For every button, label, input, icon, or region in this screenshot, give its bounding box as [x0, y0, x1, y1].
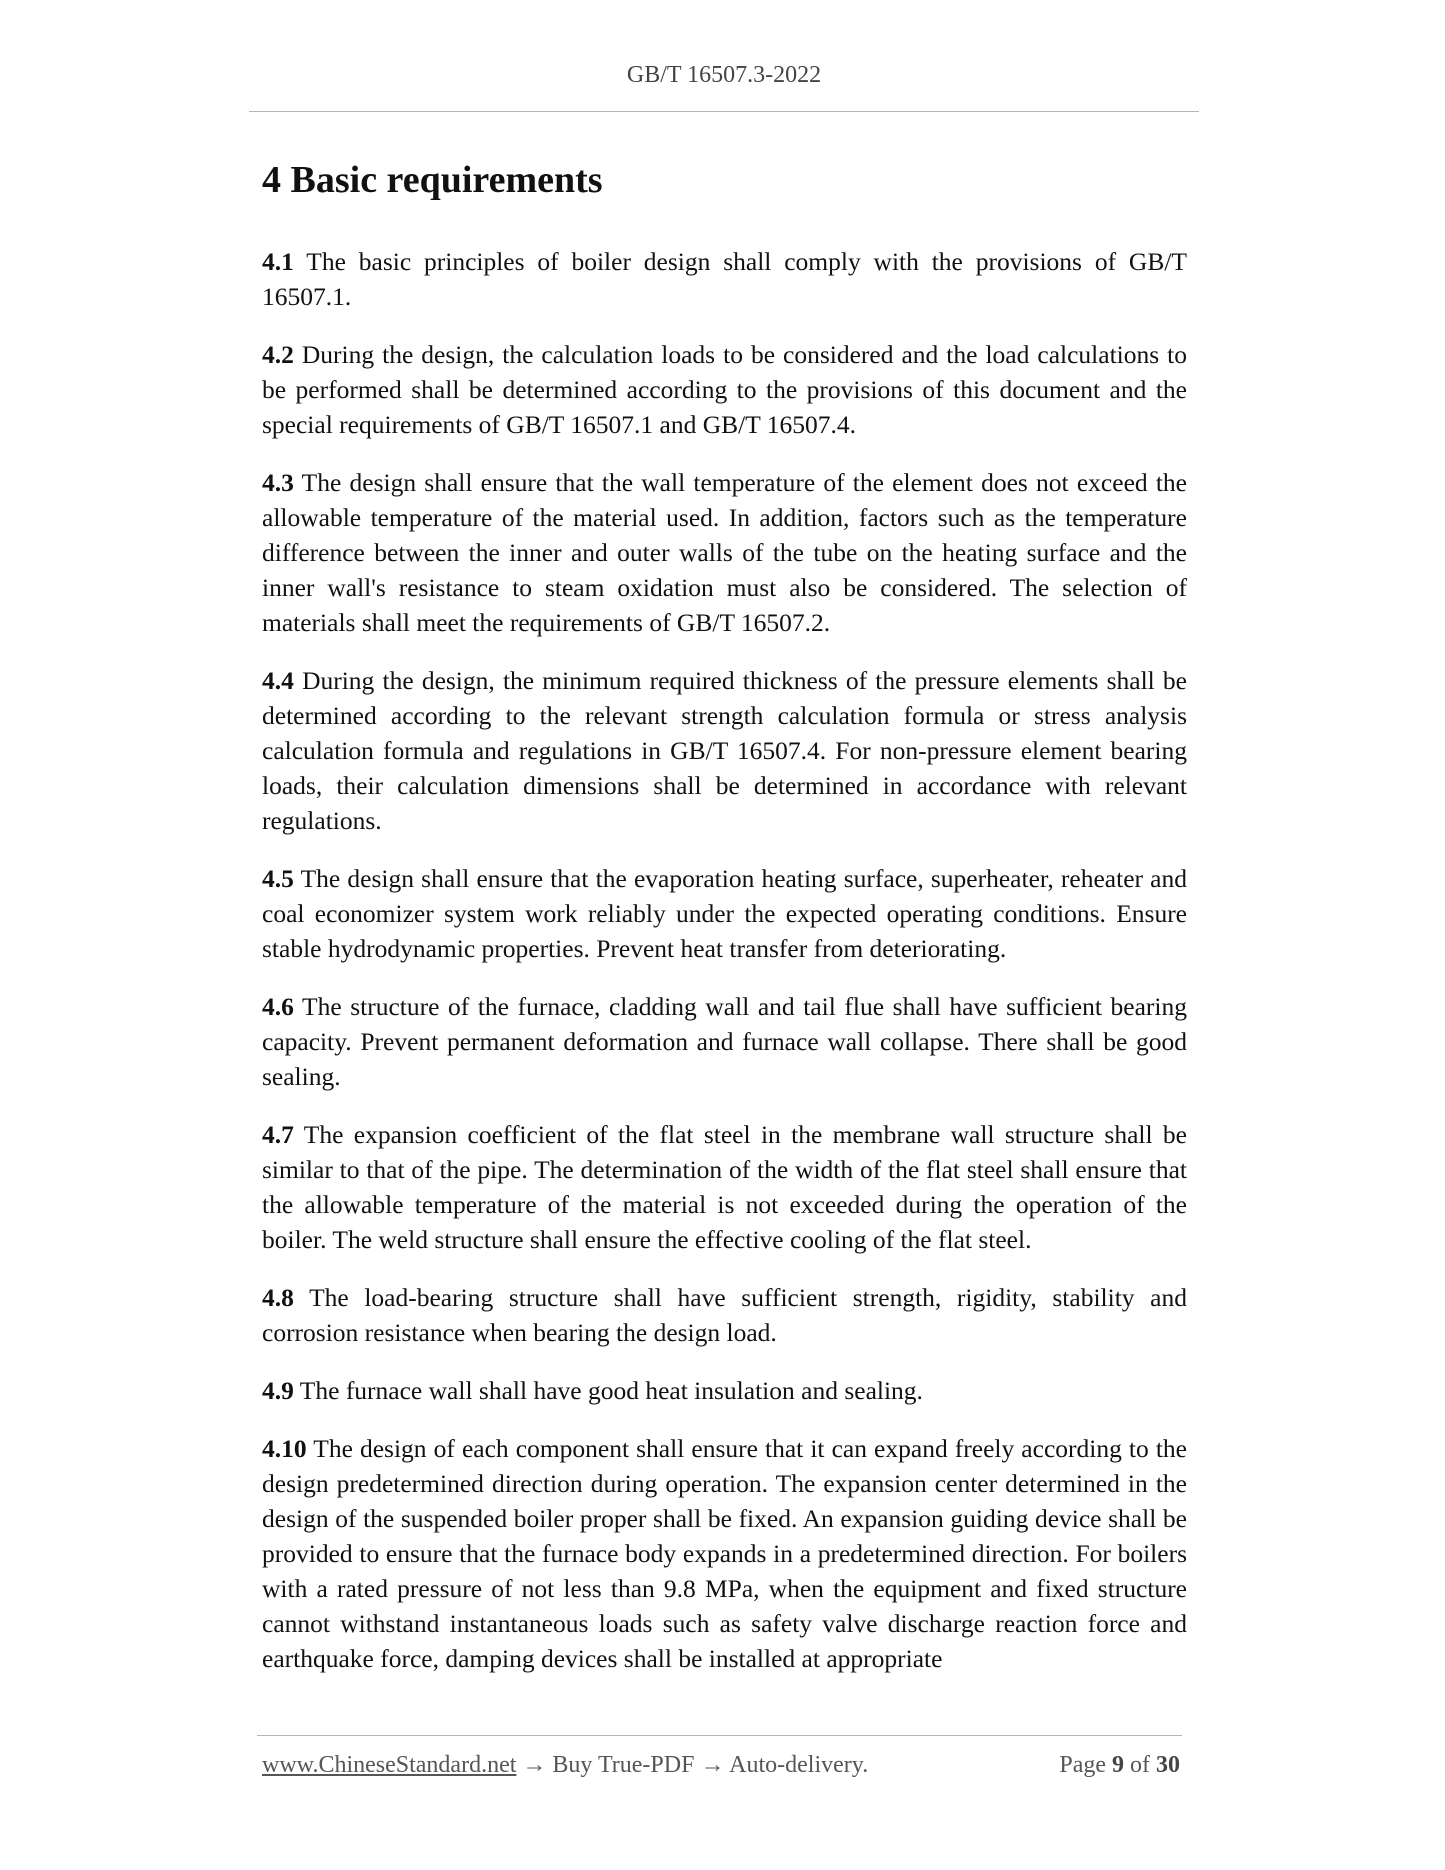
page-header [249, 62, 1199, 89]
clause-number: 4.10 [262, 1434, 307, 1463]
clause-4-10 [262, 1431, 1187, 1676]
clause-text: During the design, the minimum required thickness of the pressure elements shall be determined according to the relevant strength calculation formula or stress analysis calculation formula and regulations in GB/T 16507.4. For non-pressure element bearing loads, their calculation dimensions shall be determined in accordance with relevant regulations. [262, 666, 1187, 835]
arrow-right-icon: → [522, 1752, 547, 1778]
total-page-count: 30 [1156, 1752, 1180, 1778]
clause-4-8 [262, 1280, 1187, 1350]
clause-4-4 [262, 663, 1187, 838]
current-page-number: 9 [1112, 1752, 1124, 1778]
clause-number: 4.9 [262, 1376, 294, 1405]
clause-4-5 [262, 861, 1187, 966]
header-divider [249, 111, 1199, 112]
arrow-right-icon: → [700, 1752, 725, 1778]
clause-text: The basic principles of boiler design shall comply with the provisions of GB/T 16507.1. [262, 247, 1187, 311]
clause-number: 4.8 [262, 1283, 294, 1312]
clause-4-7 [262, 1117, 1187, 1257]
buy-true-pdf-text: Buy True-PDF [552, 1752, 695, 1778]
clause-number: 4.7 [262, 1120, 294, 1149]
page-body [262, 150, 1187, 1699]
clause-number: 4.1 [262, 247, 294, 276]
clause-text: The structure of the furnace, cladding wall and tail flue shall have sufficient bearing capacity. Prevent permanent deformation and furnace wall collapse. There shall be good sealing. [262, 992, 1187, 1091]
clause-text: The furnace wall shall have good heat insulation and sealing. [299, 1376, 923, 1405]
clause-4-6 [262, 989, 1187, 1094]
chinese-standard-link[interactable]: www.ChineseStandard.net [262, 1752, 517, 1778]
section-title: 4 Basic requirements [262, 159, 603, 201]
page-indicator [1059, 1752, 1180, 1779]
footer-promo [262, 1752, 868, 1779]
clause-number: 4.4 [262, 666, 294, 695]
auto-delivery-text: Auto-delivery. [729, 1752, 869, 1778]
clause-text: The design shall ensure that the wall temperature of the element does not exceed the allowable temperature of the material used. In addition, factors such as the temperature difference between the inner and outer walls of the tube on the heating surface and the inner wall's resistance to steam oxidation must also be considered. The selection of materials shall meet the requirements of GB/T 16507.2. [262, 468, 1188, 637]
clause-number: 4.2 [262, 340, 294, 369]
clause-text: The design of each component shall ensure that it can expand freely according to the design predetermined direction during operation. The expansion center determined in the design of the suspended boiler proper shall be fixed. An expansion guiding device shall be provided to ensure that the furnace body expands in a predetermined direction. For boilers with a rated pressure of not less than 9.8 MPa, when the equipment and fixed structure cannot withstand instantaneous loads such as safety valve discharge reaction force and earthquake force, damping devices shall be installed at appropriate [262, 1434, 1187, 1673]
page-label: Page [1059, 1752, 1106, 1778]
clause-text: During the design, the calculation loads to be considered and the load calculations to be performed shall be determined according to the provisions of this document and the special requirements of GB/T 16507.1 and GB/T 16507.4. [262, 340, 1188, 439]
clause-4-2 [262, 337, 1187, 442]
clause-number: 4.5 [262, 864, 294, 893]
clause-number: 4.3 [262, 468, 294, 497]
clause-number: 4.6 [262, 992, 294, 1021]
clause-4-1 [262, 244, 1187, 314]
standard-id: GB/T 16507.3-2022 [626, 62, 822, 88]
clause-4-3 [262, 465, 1187, 640]
clause-text: The load-bearing structure shall have sufficient strength, rigidity, stability and corrosion resistance when bearing the design load. [262, 1283, 1187, 1347]
clause-4-9 [262, 1373, 1187, 1408]
clause-text: The design shall ensure that the evaporation heating surface, superheater, reheater and coal economizer system work reliably under the expected operating conditions. Ensure stable hydrodynamic properties. Prevent heat transfer from deteriorating. [262, 864, 1187, 963]
footer-divider [257, 1735, 1182, 1736]
of-label: of [1130, 1752, 1150, 1778]
clause-text: The expansion coefficient of the flat steel in the membrane wall structure shall be similar to that of the pipe. The determination of the width of the flat steel shall ensure that the allowable temperature of the material is not exceeded during the operation of the boiler. The weld structure shall ensure the effective cooling of the flat steel. [262, 1120, 1188, 1254]
